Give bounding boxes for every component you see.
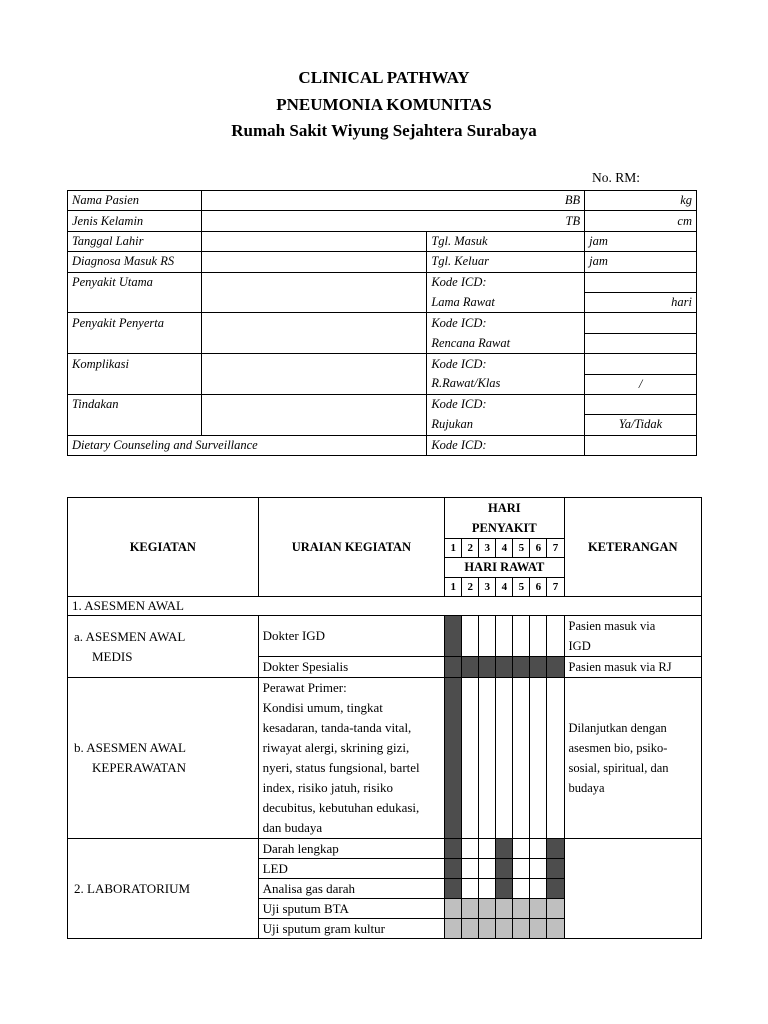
day-number: 2 <box>462 539 479 558</box>
hari-rawat-header: HARI RAWAT <box>445 558 564 578</box>
perawat-line: dan budaya <box>262 820 323 835</box>
day-cell <box>462 859 479 879</box>
blank-cell <box>585 354 697 374</box>
perawat-line: kesadaran, tanda-tanda vital, <box>262 720 412 735</box>
blank-cell <box>585 394 697 414</box>
uraian-header: URAIAN KEGIATAN <box>258 498 445 597</box>
kode-icd-4: Kode ICD: <box>427 394 585 414</box>
day-number: 4 <box>496 578 513 597</box>
day-cell-optional <box>513 899 530 919</box>
day-cell <box>479 616 496 657</box>
no-rm-label: No. RM: <box>592 170 641 185</box>
ket-lab <box>564 839 702 939</box>
day-cell-filled <box>445 859 462 879</box>
day-cell <box>530 859 547 879</box>
day-cell-filled <box>496 859 513 879</box>
day-cell <box>530 879 547 899</box>
day-cell-optional <box>513 919 530 939</box>
day-cell <box>462 879 479 899</box>
day-cell-optional <box>445 919 462 939</box>
blank-cell <box>68 292 202 312</box>
ket-igd-line2: IGD <box>568 639 591 653</box>
blank-cell <box>585 333 697 353</box>
day-cell-filled <box>496 657 513 678</box>
day-cell <box>462 678 479 839</box>
day-number: 1 <box>445 539 462 558</box>
day-cell-optional <box>462 899 479 919</box>
day-cell-filled <box>479 657 496 678</box>
penyakit-utama-value <box>201 272 426 292</box>
day-cell-optional <box>547 899 564 919</box>
day-cell-optional <box>530 899 547 919</box>
asesmen-keperawatan-line2: KEPERAWATAN <box>92 760 186 775</box>
ket-perawat <box>564 678 702 839</box>
penyakit-utama-label: Penyakit Utama <box>68 272 202 292</box>
day-cell-filled <box>547 859 564 879</box>
tgl-keluar-label: Tgl. Keluar <box>427 252 585 272</box>
lama-rawat-label: Lama Rawat <box>427 292 585 312</box>
day-number: 1 <box>445 578 462 597</box>
day-cell <box>479 879 496 899</box>
day-cell <box>462 616 479 657</box>
ket-perawat-line: asesmen bio, psiko- <box>568 741 668 755</box>
blank-cell <box>201 415 426 435</box>
day-cell-optional <box>547 919 564 939</box>
blank-cell <box>68 415 202 435</box>
perawat-line: decubitus, kebutuhan edukasi, <box>262 800 420 815</box>
tgl-masuk-label: Tgl. Masuk <box>427 231 585 251</box>
day-cell-filled <box>462 657 479 678</box>
day-cell-filled <box>496 879 513 899</box>
laboratorium-label: 2. LABORATORIUM <box>68 839 259 939</box>
asesmen-medis-line2: MEDIS <box>92 648 133 664</box>
rawat-klas-slash: / <box>585 374 697 394</box>
asesmen-keperawatan-line1: b. ASESMEN AWAL <box>74 740 186 755</box>
kegiatan-header: KEGIATAN <box>68 498 259 597</box>
day-cell-filled <box>496 839 513 859</box>
perawat-line: riwayat alergi, skrining gizi, <box>262 740 410 755</box>
lab-item: Uji sputum BTA <box>258 899 445 919</box>
day-cell <box>530 616 547 657</box>
day-cell <box>496 678 513 839</box>
perawat-line: Kondisi umum, tingkat <box>262 700 383 715</box>
bb-label: BB <box>201 191 584 211</box>
ket-igd <box>564 616 702 657</box>
dokter-igd-label: Dokter IGD <box>258 616 445 657</box>
document-title: CLINICAL PATHWAY <box>298 68 470 87</box>
day-cell-optional <box>479 919 496 939</box>
day-cell-filled <box>513 657 530 678</box>
perawat-line: nyeri, status fungsional, bartel <box>262 760 420 775</box>
day-number: 7 <box>547 539 564 558</box>
blank-cell <box>585 313 697 333</box>
penyakit-penyerta-label: Penyakit Penyerta <box>68 313 202 333</box>
day-number: 3 <box>479 578 496 597</box>
komplikasi-label: Komplikasi <box>68 354 202 374</box>
blank-cell <box>585 272 697 292</box>
blank-cell <box>68 374 202 394</box>
tanggal-lahir-value <box>201 231 426 251</box>
diagnosa-value <box>201 252 426 272</box>
kode-icd-3: Kode ICD: <box>427 354 585 374</box>
day-cell-filled <box>547 879 564 899</box>
day-cell <box>496 616 513 657</box>
hari-penyakit-header <box>445 498 564 539</box>
lab-item: Darah lengkap <box>258 839 445 859</box>
ket-perawat-line: sosial, spiritual, dan <box>568 761 669 775</box>
blank-cell <box>201 313 426 333</box>
day-cell <box>530 678 547 839</box>
day-cell <box>513 839 530 859</box>
day-cell <box>462 839 479 859</box>
day-cell-optional <box>445 899 462 919</box>
perawat-line: Perawat Primer: <box>262 680 347 695</box>
perawat-line: index, risiko jatuh, risiko <box>262 780 393 795</box>
tindakan-label: Tindakan <box>68 394 202 414</box>
blank-cell <box>68 333 202 353</box>
diagnosa-label: Diagnosa Masuk RS <box>68 252 202 272</box>
tanggal-lahir-label: Tanggal Lahir <box>68 231 202 251</box>
penyakit-text: PENYAKIT <box>471 521 537 535</box>
perawat-primer-detail <box>258 678 445 839</box>
day-cell-filled <box>445 879 462 899</box>
document-subtitle: PNEUMONIA KOMUNITAS <box>276 95 492 114</box>
cm-unit: cm <box>585 211 697 231</box>
blank-cell <box>201 394 426 414</box>
kg-unit: kg <box>585 191 697 211</box>
rujukan-label: Rujukan <box>427 415 585 435</box>
day-cell-filled <box>547 839 564 859</box>
ket-igd-line1: Pasien masuk via <box>568 619 656 633</box>
day-cell <box>479 859 496 879</box>
asesmen-keperawatan-label <box>68 678 259 839</box>
day-cell <box>547 616 564 657</box>
rencana-rawat-label: Rencana Rawat <box>427 333 585 353</box>
lab-item: Analisa gas darah <box>258 879 445 899</box>
day-cell-filled <box>530 657 547 678</box>
lab-item: LED <box>258 859 445 879</box>
dokter-spesialis-label: Dokter Spesialis <box>258 657 445 678</box>
asesmen-medis-label <box>68 616 259 678</box>
day-number: 3 <box>479 539 496 558</box>
kode-icd-2: Kode ICD: <box>427 313 585 333</box>
blank-cell <box>201 333 426 353</box>
day-number: 7 <box>547 578 564 597</box>
day-cell-optional <box>530 919 547 939</box>
ket-rj: Pasien masuk via RJ <box>564 657 702 678</box>
day-number: 5 <box>513 578 530 597</box>
day-number: 6 <box>530 578 547 597</box>
asesmen-medis-line1: a. ASESMEN AWAL <box>74 628 186 644</box>
jam-keluar-label: jam <box>585 252 697 272</box>
day-cell <box>513 859 530 879</box>
day-cell-filled <box>445 839 462 859</box>
ya-tidak-label: Ya/Tidak <box>585 415 697 435</box>
day-cell-optional <box>479 899 496 919</box>
lab-item: Uji sputum gram kultur <box>258 919 445 939</box>
day-cell <box>513 879 530 899</box>
day-cell <box>479 678 496 839</box>
day-cell <box>513 616 530 657</box>
day-cell-optional <box>496 899 513 919</box>
day-cell <box>530 839 547 859</box>
rawat-klas-label: R.Rawat/Klas <box>427 374 585 394</box>
day-number: 5 <box>513 539 530 558</box>
jam-masuk-label: jam <box>585 231 697 251</box>
day-cell <box>479 839 496 859</box>
day-cell-filled <box>445 616 462 657</box>
blank-cell <box>201 292 426 312</box>
day-cell-optional <box>462 919 479 939</box>
day-cell <box>513 678 530 839</box>
blank-cell <box>201 354 426 374</box>
kode-icd-1: Kode ICD: <box>427 272 585 292</box>
hari-unit: hari <box>585 292 697 312</box>
nama-pasien-label: Nama Pasien <box>68 191 202 211</box>
day-cell <box>547 678 564 839</box>
patient-info-table <box>67 190 697 456</box>
keterangan-header: KETERANGAN <box>564 498 702 597</box>
ket-perawat-line: budaya <box>568 781 605 795</box>
day-cell-filled <box>445 657 462 678</box>
day-number: 2 <box>462 578 479 597</box>
hospital-name: Rumah Sakit Wiyung Sejahtera Surabaya <box>231 121 537 140</box>
blank-cell <box>201 374 426 394</box>
day-number: 4 <box>496 539 513 558</box>
kode-icd-5: Kode ICD: <box>427 435 585 455</box>
section-asesmen-awal: 1. ASESMEN AWAL <box>68 597 702 616</box>
dietary-label: Dietary Counseling and Surveillance <box>68 435 427 455</box>
jenis-kelamin-label: Jenis Kelamin <box>68 211 202 231</box>
hari-text: HARI <box>488 501 521 515</box>
pathway-table <box>67 497 702 939</box>
day-cell-filled <box>547 657 564 678</box>
day-cell-filled <box>445 678 462 839</box>
day-cell-optional <box>496 919 513 939</box>
day-number: 6 <box>530 539 547 558</box>
blank-cell <box>585 435 697 455</box>
ket-perawat-line: Dilanjutkan dengan <box>568 721 667 735</box>
tb-label: TB <box>201 211 584 231</box>
